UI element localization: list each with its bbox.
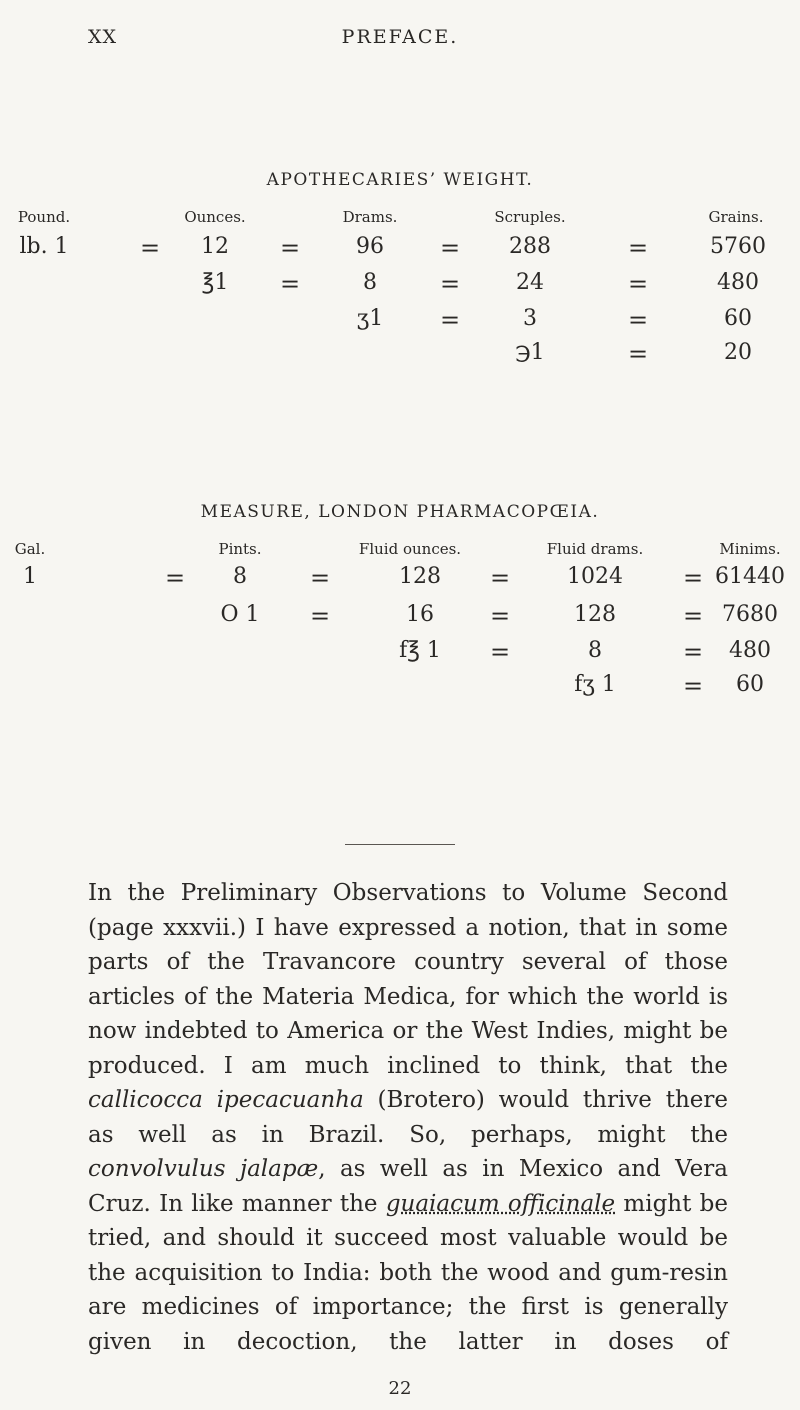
apothecaries-cell: lb. 1 — [19, 234, 69, 259]
body-italic-3: guaiacum officinale — [385, 1190, 616, 1217]
body-text-1: In the Preliminary Observations to Volume Second (page xxxvii.) I have expressed a notion, that in some parts of the Travancore country several of those articles of the Materia Medica, for which the world is now indebted to America or the West Indies, might be produced. I am much inclined to think, that the — [88, 880, 728, 1079]
apothecaries-equals-sign: = — [627, 270, 649, 298]
measure-equals-sign: = — [682, 602, 704, 630]
measure-equals-sign: = — [489, 638, 511, 666]
measure-equals-sign: = — [309, 564, 331, 592]
measure-cell: 61440 — [715, 564, 785, 589]
apothecaries-equals-sign: = — [439, 306, 461, 334]
measure-cell: 8 — [233, 564, 247, 589]
apothecaries-cell: ℈1 — [515, 340, 545, 365]
apothecaries-header-0: Pound. — [17, 208, 71, 226]
body-text-3: , as well as in Mexico and Vera Cruz. In like manner the — [88, 1156, 728, 1217]
measure-equals-sign: = — [682, 672, 704, 700]
apothecaries-cell: 24 — [516, 270, 544, 295]
measure-cell: 128 — [399, 564, 441, 589]
measure-cell: 7680 — [722, 602, 778, 627]
apothecaries-cell: 12 — [201, 234, 229, 259]
measure-equals-sign: = — [489, 602, 511, 630]
apothecaries-header-1: Ounces. — [184, 208, 246, 226]
measure-header-2: Fluid ounces. — [358, 540, 462, 558]
apothecaries-equals-sign: = — [139, 234, 161, 262]
body-paragraph — [88, 876, 728, 1359]
apothecaries-cell: ℥1 — [201, 270, 229, 295]
measure-cell: 480 — [729, 638, 771, 663]
measure-cell: 1024 — [567, 564, 623, 589]
apothecaries-cell: 480 — [717, 270, 759, 295]
apothecaries-header-4: Grains. — [708, 208, 764, 226]
measure-header-3: Fluid drams. — [546, 540, 644, 558]
measure-cell: O 1 — [220, 602, 260, 627]
apothecaries-equals-sign: = — [627, 234, 649, 262]
measure-equals-sign: = — [164, 564, 186, 592]
body-text-4: might be tried, and should it succeed most valuable would be the acquisition to India: both the wood and gum-resin are medicines of importance; the first is generally given in decoction, the latter in doses of — [88, 1190, 728, 1355]
apothecaries-cell: 3 — [523, 306, 537, 331]
apothecaries-cell: ʒ1 — [356, 306, 384, 331]
body-italic-1: callicocca ipecacuanha — [88, 1087, 364, 1113]
running-title: PREFACE. — [341, 26, 459, 48]
page-number: XX — [88, 26, 118, 48]
measure-equals-sign: = — [682, 564, 704, 592]
apothecaries-equals-sign: = — [627, 340, 649, 368]
apothecaries-equals-sign: = — [279, 234, 301, 262]
body-italic-2: convolvulus jalapæ — [88, 1156, 319, 1182]
measure-cell: 8 — [588, 638, 602, 663]
measure-title: MEASURE, LONDON PHARMACOPŒIA. — [200, 502, 600, 522]
measure-header-0: Gal. — [14, 540, 46, 558]
apothecaries-equals-sign: = — [439, 270, 461, 298]
body-text-2: (Brotero) would thrive there as well as in Brazil. So, perhaps, might the — [88, 1087, 728, 1148]
apothecaries-equals-sign: = — [627, 306, 649, 334]
apothecaries-equals-sign: = — [439, 234, 461, 262]
section-divider — [345, 844, 455, 845]
measure-header-1: Pints. — [218, 540, 262, 558]
apothecaries-equals-sign: = — [279, 270, 301, 298]
apothecaries-header-3: Scruples. — [494, 208, 566, 226]
measure-cell: f℥ 1 — [399, 638, 441, 663]
apothecaries-weight-title: APOTHECARIES’ WEIGHT. — [266, 170, 534, 190]
measure-cell: 60 — [736, 672, 764, 697]
measure-cell: fʒ 1 — [574, 672, 616, 697]
apothecaries-cell: 8 — [363, 270, 377, 295]
measure-header-4: Minims. — [719, 540, 781, 558]
apothecaries-cell: 20 — [724, 340, 752, 365]
measure-cell: 1 — [23, 564, 37, 589]
measure-equals-sign: = — [489, 564, 511, 592]
measure-cell: 128 — [574, 602, 616, 627]
signature-mark: 22 — [388, 1378, 412, 1399]
apothecaries-cell: 96 — [356, 234, 384, 259]
apothecaries-cell: 5760 — [710, 234, 766, 259]
apothecaries-header-2: Drams. — [342, 208, 398, 226]
apothecaries-cell: 60 — [724, 306, 752, 331]
running-head — [0, 26, 800, 56]
measure-equals-sign: = — [309, 602, 331, 630]
measure-cell: 16 — [406, 602, 434, 627]
measure-equals-sign: = — [682, 638, 704, 666]
apothecaries-cell: 288 — [509, 234, 551, 259]
